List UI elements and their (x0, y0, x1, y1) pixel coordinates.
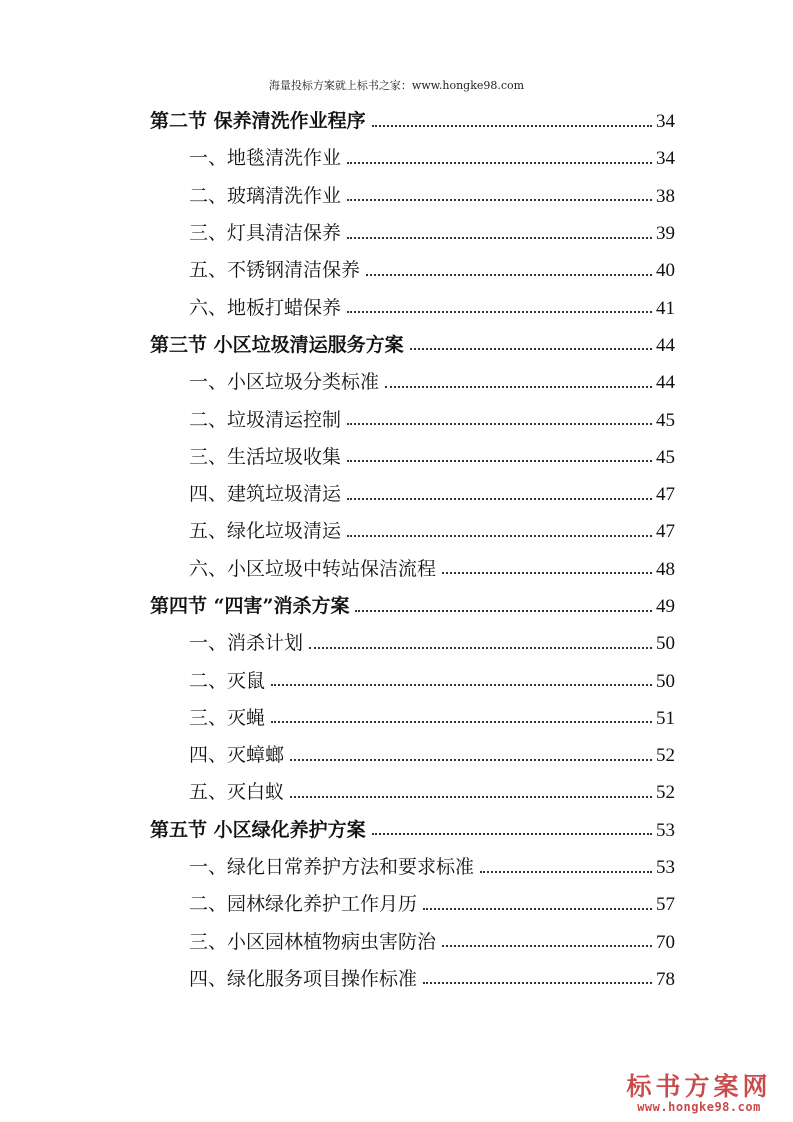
toc-entry-title: 第四节 “四害”消杀方案 (150, 595, 350, 617)
toc-page-number: 53 (656, 857, 675, 879)
toc-entry-title: 五、灭白蚁 (189, 781, 285, 804)
toc-entry-title: 第五节 小区绿化养护方案 (150, 818, 366, 841)
toc-item[interactable] (150, 886, 675, 923)
toc-entry-title: 第二节 保养清洗作业程序 (150, 110, 366, 133)
toc-page-number: 48 (656, 558, 675, 580)
dot-leader (372, 125, 652, 127)
toc-section-3[interactable] (150, 327, 675, 364)
toc-item[interactable] (150, 849, 675, 886)
toc-page-number: 78 (656, 968, 675, 990)
toc-page-number: 57 (656, 894, 675, 916)
toc-entry-title: 三、生活垃圾收集 (189, 445, 342, 468)
dot-leader (347, 237, 652, 239)
dot-leader (442, 945, 652, 947)
toc-entry-title: 一、地毯清洗作业 (189, 147, 342, 170)
dot-leader (347, 199, 652, 201)
toc-item[interactable] (150, 178, 675, 215)
toc-entry-title: 五、不锈钢清洁保养 (189, 259, 361, 282)
toc-entry-title: 三、灯具清洁保养 (189, 222, 342, 245)
dot-leader (423, 982, 652, 984)
toc-page-number: 53 (656, 819, 675, 841)
toc-entry-title: 一、绿化日常养护方法和要求标准 (189, 856, 475, 879)
toc-entry-title: 第三节 小区垃圾清运服务方案 (150, 333, 404, 356)
toc-entry-title: 四、灭蟑螂 (189, 744, 285, 767)
watermark-title: 标书方案网 (626, 1071, 772, 1101)
toc-item[interactable] (150, 700, 675, 737)
toc-item[interactable] (150, 252, 675, 289)
toc-page-number: 47 (656, 521, 675, 543)
toc-entry-title: 三、小区园林植物病虫害防治 (189, 930, 437, 953)
dot-leader (309, 647, 652, 649)
toc-item[interactable] (150, 513, 675, 550)
toc-page-number: 44 (656, 372, 675, 394)
toc-entry-title: 二、园林绿化养护工作月历 (189, 893, 418, 916)
toc-item[interactable] (150, 140, 675, 177)
toc-page-number: 38 (656, 185, 675, 207)
toc-entry-title: 六、小区垃圾中转站保洁流程 (189, 557, 437, 580)
dot-leader (271, 721, 652, 723)
toc-page-number: 45 (656, 409, 675, 431)
dot-leader (347, 498, 652, 500)
dot-leader (366, 274, 652, 276)
toc-entry-title: 六、地板打蜡保养 (189, 296, 342, 319)
dot-leader (372, 833, 652, 835)
toc-entry-title: 五、绿化垃圾清运 (189, 520, 342, 543)
toc-section-5[interactable] (150, 812, 675, 849)
dot-leader (347, 311, 652, 313)
header-note: 海量投标方案就上标书之家：www.hongke98.com (268, 79, 525, 92)
dot-leader (480, 871, 652, 873)
toc-page-number: 40 (656, 260, 675, 282)
toc-item[interactable] (150, 737, 675, 774)
toc-page-number: 52 (656, 745, 675, 767)
toc-section-2[interactable] (150, 103, 675, 140)
toc-page-number: 51 (656, 707, 675, 729)
dot-leader (347, 162, 652, 164)
toc-page-number: 50 (656, 670, 675, 692)
toc-entry-title: 一、小区垃圾分类标准 (189, 371, 380, 394)
toc-section-4[interactable] (150, 588, 675, 625)
toc-item[interactable] (150, 401, 675, 438)
dot-leader (442, 572, 652, 574)
toc-page-number: 41 (656, 297, 675, 319)
dot-leader (290, 796, 652, 798)
toc-page-number: 70 (656, 931, 675, 953)
toc-page-number: 44 (656, 334, 675, 356)
toc-item[interactable] (150, 625, 675, 662)
toc-item[interactable] (150, 289, 675, 326)
toc-page-number: 49 (656, 596, 675, 617)
toc-page-number: 50 (656, 633, 675, 655)
dot-leader (271, 684, 652, 686)
toc-item[interactable] (150, 364, 675, 401)
dot-leader (355, 610, 652, 612)
toc-page-number: 34 (656, 111, 675, 133)
watermark-url: www.hongke98.com (637, 1100, 761, 1114)
toc-item[interactable] (150, 439, 675, 476)
toc-item[interactable] (150, 774, 675, 811)
toc-entry-title: 三、灭蝇 (189, 706, 266, 729)
toc-page-number: 39 (656, 223, 675, 245)
dot-leader (290, 759, 652, 761)
toc-page-number: 52 (656, 782, 675, 804)
toc-entry-title: 一、消杀计划 (189, 632, 304, 655)
toc-page-number: 34 (656, 148, 675, 170)
toc-entry-title: 四、绿化服务项目操作标准 (189, 967, 418, 990)
dot-leader (423, 908, 652, 910)
dot-leader (385, 386, 652, 388)
dot-leader (347, 423, 652, 425)
toc-item[interactable] (150, 476, 675, 513)
toc-page-number: 47 (656, 484, 675, 506)
toc-entry-title: 四、建筑垃圾清运 (189, 483, 342, 506)
dot-leader (410, 348, 652, 350)
toc-page-number: 45 (656, 446, 675, 468)
toc-item[interactable] (150, 924, 675, 961)
watermark-logo (619, 1073, 779, 1115)
table-of-contents (150, 103, 675, 998)
toc-item[interactable] (150, 961, 675, 998)
toc-entry-title: 二、灭鼠 (189, 669, 266, 692)
toc-item[interactable] (150, 551, 675, 588)
dot-leader (347, 535, 652, 537)
toc-entry-title: 二、玻璃清洗作业 (189, 184, 342, 207)
toc-item[interactable] (150, 662, 675, 699)
toc-item[interactable] (150, 215, 675, 252)
toc-entry-title: 二、垃圾清运控制 (189, 408, 342, 431)
dot-leader (347, 460, 652, 462)
